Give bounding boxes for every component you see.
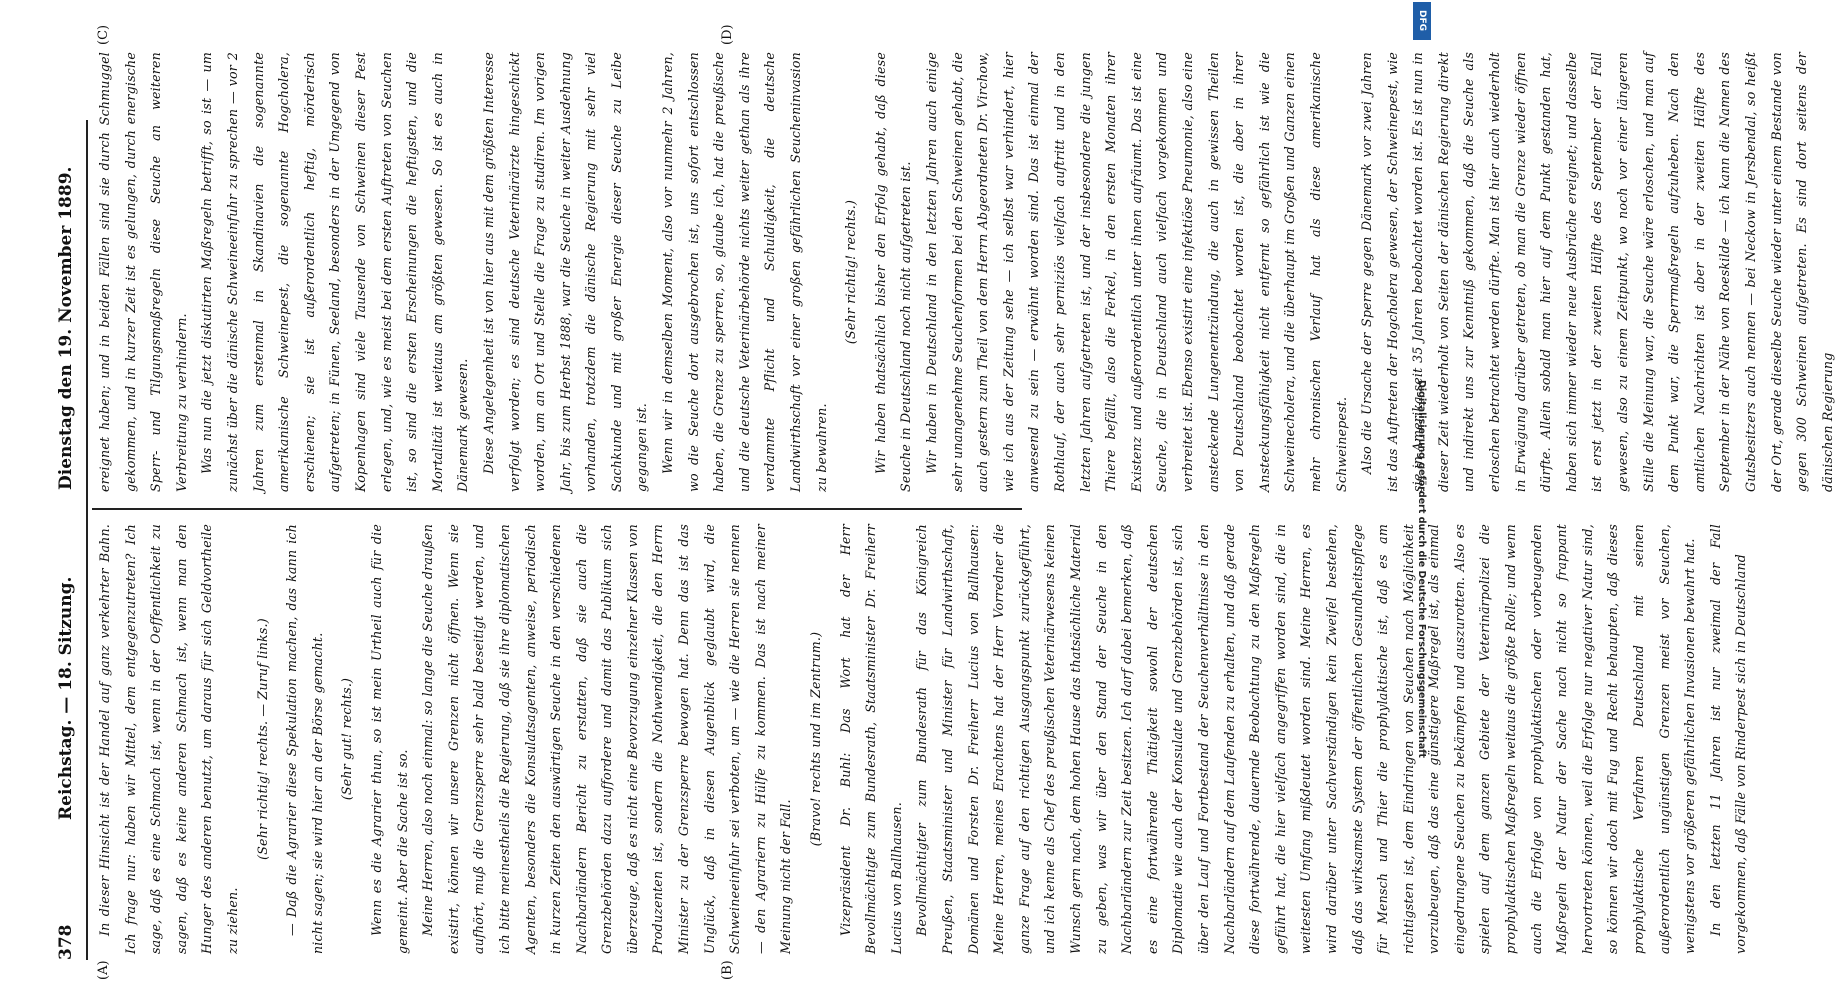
- left-column-paragraph: In den letzten 11 Jahren ist nur zweimal der Fall vorgekommen, daß Fälle von Rinderpest sich in Deutschland: [1707, 524, 1749, 954]
- right-column-paragraph: Also die Ursache der Sperre gegen Dänemark vor zwei Jahren ist das Auftreten der Hogcholera gewesen, der Schweinepest, wie sie in Amerika seit 35 Jahren beobachtet worden ist. Es ist nun in dieser Zeit wiederholt von Seiten der dänischen Regierung direkt und indirekt uns zur Kenntniß gekommen, daß die Seuche als erloschen betrachtet werden dürfte. Man ist hier auch wiederholt in Erwägung darüber getreten, ob man die Grenze wieder öffnen dürfte. Allein sobald man hier auf dem Punkt gestanden hat, haben sich immer wieder neue Ausbrüche ereignet; und dasselbe ist erst jetzt in der zweiten Hälfte des September der Fall gewesen, also zu einem Zeitpunkt, wo noch vor einer längeren Stille die Meinung war, die Seuche wäre erloschen, und man auf dem Punkt war, die Sperrmaßregeln aufzuheben. Nach den amtlichen Nachrichten ist aber in der zweiten Hälfte des September in der Nähe von Roeskilde — ich kann die Namen des Gutsbesitzers auch nennen — bei Neckow in Jersbendal, so heißt der Ort, gerade dieselbe Seuche wieder unter einem Bestande von gegen 300 Schweinen aufgetreten. Es sind dort seitens der dänischen Regierung: [1359, 52, 1835, 492]
- right-column-interjection: (Sehr richtig! rechts.): [843, 199, 859, 345]
- right-column-paragraph: ereignet haben; und in beiden Fällen sind sie durch Schmuggel gekommen, und in kurzer Zeit ist es gelungen, durch energische Sperr- und Tilgungsmaßregeln diese Seuche an weiteren Verbreitung zu verhindern.: [97, 52, 189, 492]
- left-column-paragraph: Wenn es die Agrarier thun, so ist mein Urtheil auch für die gemeint. Aber die Sache ist so.: [368, 524, 410, 954]
- header-rule: [86, 120, 88, 960]
- session-date: Dienstag den 19. November 1889.: [56, 166, 76, 490]
- left-column-interjection: (Sehr gut! rechts.): [339, 677, 355, 801]
- left-column-paragraph: In dieser Hinsicht ist der Handel auf ganz verkehrter Bahn. Ich frage nur: haben wir Mittel, dem entgegenzutreten? Ich sage, daß es eine Schmach ist, wenn in der Oeffentlichkeit zu sagen, daß es keine anderen Schmach ist, wenn man den Hunger des anderen benutzt, um daraus für sich Geldvortheile zu ziehen.: [97, 524, 240, 954]
- margin-marker-c: (C): [96, 24, 111, 45]
- margin-marker-d: (D): [720, 24, 735, 45]
- right-column-paragraph: Wir haben thatsächlich bisher den Erfolg gehabt, daß diese Seuche in Deutschland noch nicht aufgetreten ist.: [872, 52, 914, 492]
- dfg-logo: DFG: [1413, 2, 1431, 40]
- left-column-interjection: (Sehr richtig! rechts. — Zuruf links.): [254, 618, 270, 860]
- left-column: [92, 524, 1754, 954]
- right-column: [92, 52, 1840, 492]
- right-column-paragraph: Wenn wir in demselben Moment, also vor nunmehr 2 Jahren, wo die Seuche dort ausgebrochen ist, uns sofort entschlossen haben, die Grenze zu sperren, so, glaube ich, hat die preußische und die deutsche Veterinärbehörde nichts weiter gethan als ihre verdammte Pflicht und Schuldigkeit, die deutsche Landwirthschaft vor einer großen gefährlichen Seucheninvasion zu bewahren.: [660, 52, 829, 492]
- margin-marker-b: (B): [720, 960, 735, 980]
- left-column-paragraph: Meine Herren, also noch einmal: so lange die Seuche draußen existirt, können wir unsere Grenzen nicht öffnen. Wenn sie aufhört, muß die Grenzsperre sehr bald beseitigt werden, und ich bitte meinestheils die Regierung, daß sie ihre diplomatischen Agenten, besonders die Konsulatsagenten, anweise, periodisch in kurzen Zeiten den auswärtigen Seuche in den verschiedenen Nachbarländern Bericht zu erstatten, daß sie auch die Grenzbehörden dazu auffordere und damit das Publikum sich überzeuge, daß es nicht eine Bevorzugung einzelner Klassen von Produzenten ist, sondern die Nothwendigkeit, die den Herrn Minister zu der Grenzsperre bewogen hat. Denn das ist das Unglück, daß in diesen Augenblick geglaubt wird, die Schweineeinfuhr sei verboten, um — wie die Herren sie nennen — den Agrariern zu Hülfe zu kommen. Das ist nach meiner Meinung nicht der Fall.: [420, 524, 794, 954]
- session-title: Reichstag. — 18. Sitzung.: [56, 576, 76, 820]
- column-divider: [92, 508, 1022, 510]
- margin-marker-a: (A): [96, 960, 111, 980]
- left-column-paragraph: Vizepräsident Dr. Buhl: Das Wort hat der Herr Bevollmächtigte zum Bundesrath, Staatsminister Dr. Freiherr Lucius von Ballhausen.: [837, 524, 904, 954]
- right-column-paragraph: Was nun die jetzt diskutirten Maßregeln betrifft, so ist — um zunächst über die dänische Schweineeinfuhr zu sprechen — vor 2 Jahren zum erstenmal in Skandinavien die sogenannte amerikanische Schweinepest, die sogenannte Hogcholera, erschienen; sie ist außerordentlich heftig, mörderisch aufgetreten; in Fünen, Seeland, besonders in der Umgegend von Kopenhagen sind viele Tausende von Schweinen dieser Pest erlegen, und, wie es meist bei dem ersten Auftreten von Seuchen ist, so sind die ersten Erscheinungen die heftigsten, und die Mortalität ist weitaus am größten gewesen. So ist es auch in Dänemark gewesen.: [199, 52, 471, 492]
- left-column-paragraph: Bevollmächtigter zum Bundesrath für das Königreich Preußen, Staatsminister und Minister für Landwirthschaft, Domänen und Forsten Dr. Freiherr Lucius von Ballhausen: Meine Herren, meines Erachtens hat der Herr Vorredner die ganze Frage auf den richtigen Ausgangspunkt zurückgeführt, und ich kenne als Chef des preußischen Veterinärwesens keinen Wunsch gern nach, dem hohen Hause das thatsächliche Material zu geben, was wir über den Stand der Seuche in den Nachbarländern zur Zeit besitzen. Ich darf dabei bemerken, daß es eine fortwährende Thätigkeit sowohl der deutschen Diplomatie wie auch der Konsulate und Grenzbehörden ist, sich über den Lauf und Fortbestand der Seuchenverhältnisse in den Nachbarländern auf dem Laufenden zu erhalten, und daß gerade diese fortwährende, dauernde Beobachtung zu den Maßregeln geführt hat, die hier vielfach angegriffen worden sind, die in weitesten Umfang mißdeutet worden sind. Meine Herren, es wird darüber unter Sachverständigen kein Zweifel bestehen, daß das wirksamste System der öffentlichen Gesundheitspflege für Mensch und Thier die prophylaktische ist, daß es am richtigsten ist, dem Eindringen von Seuchen nach Möglichkeit vorzubeugen, daß das eine günstigere Maßregel ist, als einmal eingedrungene Seuchen zu bekämpfen und auszurotten. Also es spielen auf dem ganzen Gebiete der Veterinärpolizei die prophylaktischen Maßregeln weitaus die größte Rolle; und wenn auch die Erfolge von prophylaktischen oder vorbeugenden Maßregeln der Natur der Sache nach nicht so frappant hervortreten können, weil die Erfolge nur negativer Natur sind, so können wir doch mit Fug und Recht behaupten, daß dieses prophylaktische Verfahren Deutschland mit seinen außerordentlich ungünstigen Grenzen meist vor Seuchen, wenigstens vor größeren gefährlichen Invasionen bewahrt hat.: [914, 524, 1698, 954]
- right-column-paragraph: Diese Angelegenheit ist von hier aus mit dem größten Interesse verfolgt worden; es sind deutsche Veterinärärzte hingeschickt worden, um an Ort und Stelle die Frage zu studiren. Im vorigen Jahr, bis zum Herbst 1888, war die Seuche in weiter Ausdehnung vorhanden, trotzdem die dänische Regierung mit sehr viel Sachkunde und mit großer Energie dieser Seuche zu Leibe gegangen ist.: [480, 52, 650, 492]
- digitization-sidebar: [1395, 0, 1432, 1000]
- page-header: [52, 120, 82, 960]
- left-column-paragraph: — Daß die Agrarier diese Spekulation machen, das kann ich nicht sagen; sie wird hier an der Börse gemacht.: [284, 524, 325, 954]
- page-number: 378: [56, 924, 76, 960]
- left-column-interjection: (Bravo! rechts und im Zentrum.): [808, 631, 824, 847]
- digitization-credit: Digitalisierung gefördert durch die Deutsche Forschungsgemeinschaft: [1416, 380, 1427, 758]
- right-column-paragraph: Wir haben in Deutschland in den letzten Jahren auch einige sehr unangenehme Seuchenformen bei den Schweinen gehabt, die auch gestern zum Theil von dem Herrn Abgeordneten Dr. Virchow, wie ich aus der Zeitung sehe — ich selbst war verhindert, hier anwesend zu sein — erwähnt worden sind. Das ist einmal der Rothlauf, der auch sehr perniziös vielfach auftritt und in den letzten Jahren aufgetreten ist, und der insbesondere die jungen Thiere befällt, also die Ferkel, in den ersten Monaten ihrer Existenz und außerordentlich unter ihnen aufräumt. Das ist eine Seuche, die in Deutschland auch vielfach vorgekommen und verbreitet ist. Ebenso existirt eine infektiöse Pneumonie, also eine ansteckende Lungenentzündung, die auch in gewissen Theilen von Deutschland beobachtet worden ist, die aber in ihrer Ansteckungsfähigkeit nicht entfernt so gefährlich ist wie die Schweinecholera, und die überhaupt im Großen und Ganzen einen mehr chronischen Verlauf hat als diese amerikanische Schweinepest.: [924, 52, 1349, 492]
